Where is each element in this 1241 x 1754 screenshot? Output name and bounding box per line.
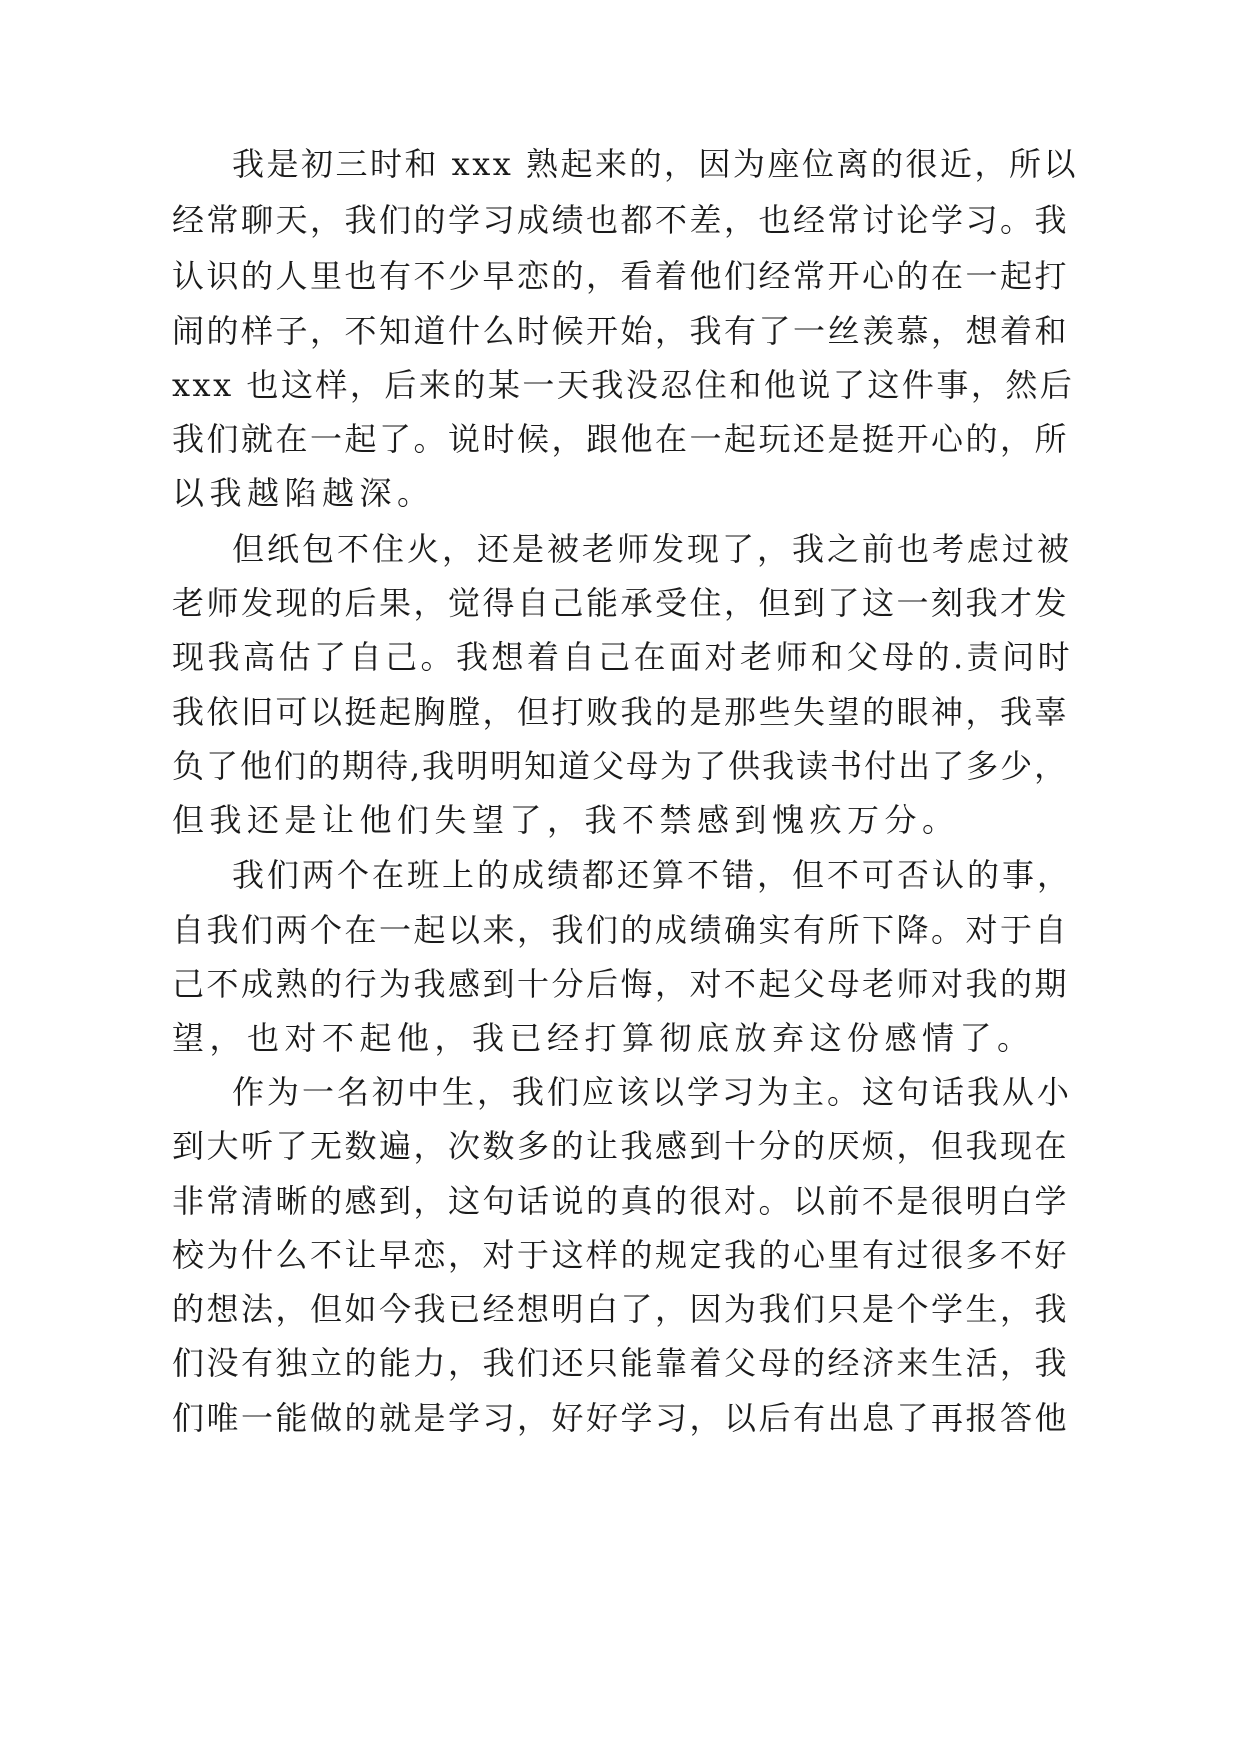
text-line: 但我还是让他们失望了，我不禁感到愧疚万分。 [172,801,960,839]
text-line: 们没有独立的能力，我们还只能靠着父母的经济来生活，我 [172,1344,1070,1382]
text-line: 非常清晰的感到，这句话说的真的很对。以前不是很明白学 [172,1182,1070,1220]
text-line: 作为一名初中生，我们应该以学习为主。这句话我从小 [232,1073,1073,1111]
text-line: 我们两个在班上的成绩都还算不错，但不可否认的事， [232,856,1073,894]
text-line: 我们就在一起了。说时候，跟他在一起玩还是挺开心的，所 [172,420,1070,458]
text-line: 我依旧可以挺起胸膛，但打败我的是那些失望的眼神，我辜 [172,693,1070,731]
text-line: 负了他们的期待,我明明知道父母为了供我读书付出了多少， [172,747,1069,785]
text-line: 望，也对不起他，我已经打算彻底放弃这份感情了。 [172,1019,1035,1057]
text-line: 己不成熟的行为我感到十分后悔，对不起父母老师对我的期 [172,965,1070,1003]
text-line: 校为什么不让早恋，对于这样的规定我的心里有过很多不好 [172,1236,1070,1274]
text-line: 老师发现的后果，觉得自己能承受住，但到了这一刻我才发 [172,584,1070,622]
text-line: 现我高估了自己。我想着自己在面对老师和父母的.责问时 [172,638,1074,676]
text-line: xxx 也这样，后来的某一天我没忍住和他说了这件事，然后 [172,366,1075,404]
text-line: 的想法，但如今我已经想明白了，因为我们只是个学生，我 [172,1290,1070,1328]
text-line: 我是初三时和 xxx 熟起来的，因为座位离的很近，所以 [232,145,1078,183]
text-line: 以我越陷越深。 [172,474,435,512]
text-line: 自我们两个在一起以来，我们的成绩确实有所下降。对于自 [172,911,1070,949]
text-line: 经常聊天，我们的学习成绩也都不差，也经常讨论学习。我 [172,201,1070,239]
text-line: 但纸包不住火，还是被老师发现了，我之前也考虑过被 [232,530,1073,568]
text-line: 到大听了无数遍，次数多的让我感到十分的厌烦，但我现在 [172,1127,1070,1165]
text-line: 们唯一能做的就是学习，好好学习，以后有出息了再报答他 [172,1399,1070,1437]
text-line: 认识的人里也有不少早恋的，看着他们经常开心的在一起打 [172,257,1070,295]
text-line: 闹的样子，不知道什么时候开始，我有了一丝羡慕，想着和 [172,312,1070,350]
